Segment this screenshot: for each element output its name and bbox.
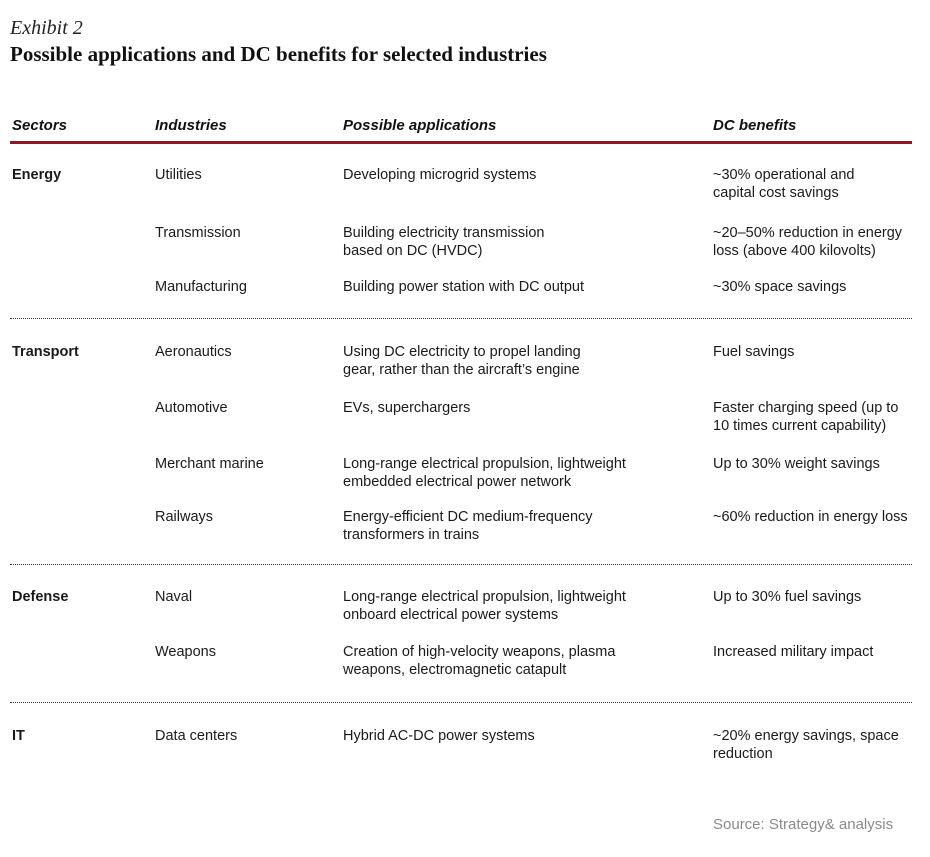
application-cell: Creation of high-velocity weapons, plasma weapons, electromagnetic catapult — [343, 644, 616, 678]
section-divider — [10, 318, 912, 319]
industry-cell: Weapons — [155, 644, 216, 660]
application-cell: Energy-efficient DC medium-frequency transformers in trains — [343, 509, 593, 543]
page-title: Possible applications and DC benefits for selected industries — [10, 42, 547, 66]
section-divider — [10, 702, 912, 703]
benefit-cell: Faster charging speed (up to 10 times current capability) — [713, 400, 899, 434]
application-cell: Developing microgrid systems — [343, 167, 537, 183]
industry-cell: Aeronautics — [155, 344, 232, 360]
header-rule — [10, 141, 912, 144]
application-cell: Building electricity transmission based on DC (HVDC) — [343, 225, 545, 259]
application-cell: Using DC electricity to propel landing gear, rather than the aircraft’s engine — [343, 344, 581, 378]
industry-cell: Railways — [155, 509, 214, 525]
source-note: Source: Strategy& analysis — [713, 816, 894, 833]
section-divider — [10, 564, 912, 565]
industry-cell: Automotive — [155, 400, 228, 416]
sector-transport: Transport — [12, 344, 79, 360]
industry-cell: Merchant marine — [155, 456, 264, 472]
sector-energy: Energy — [12, 167, 62, 183]
header-sectors: Sectors — [12, 117, 68, 134]
benefit-cell: ~30% space savings — [713, 279, 847, 295]
application-cell: Hybrid AC-DC power systems — [343, 728, 535, 744]
industry-cell: Utilities — [155, 167, 202, 183]
application-cell: Long-range electrical propulsion, lightweight embedded electrical power network — [343, 456, 626, 490]
benefit-cell: Up to 30% fuel savings — [713, 589, 862, 605]
industry-cell: Data centers — [155, 728, 238, 744]
benefit-cell: Up to 30% weight savings — [713, 456, 880, 472]
header-industries: Industries — [155, 117, 227, 134]
application-cell: Building power station with DC output — [343, 279, 584, 295]
exhibit-label: Exhibit 2 — [10, 17, 83, 39]
industry-cell: Transmission — [155, 225, 241, 241]
benefit-cell: Fuel savings — [713, 344, 795, 360]
benefit-cell: ~30% operational and capital cost savings — [713, 167, 855, 201]
application-cell: Long-range electrical propulsion, lightweight onboard electrical power systems — [343, 589, 626, 623]
benefit-cell: ~60% reduction in energy loss — [713, 509, 908, 525]
application-cell: EVs, superchargers — [343, 400, 471, 416]
header-benefits: DC benefits — [713, 117, 797, 134]
industry-cell: Naval — [155, 589, 193, 605]
industry-cell: Manufacturing — [155, 279, 247, 295]
benefit-cell: ~20–50% reduction in energy loss (above 400 kilovolts) — [713, 225, 903, 259]
header-applications: Possible applications — [343, 117, 497, 134]
benefit-cell: Increased military impact — [713, 644, 874, 660]
sector-defense: Defense — [12, 589, 69, 605]
sector-it: IT — [12, 728, 25, 744]
benefit-cell: ~20% energy savings, space reduction — [713, 728, 899, 762]
